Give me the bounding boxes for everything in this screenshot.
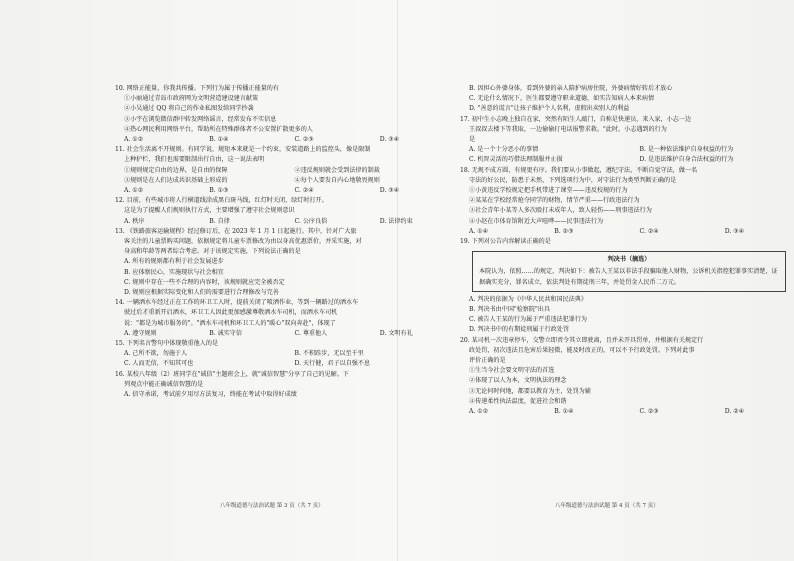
q17-item: 是	[469, 136, 476, 144]
option: B. ②③	[554, 227, 574, 235]
left-page	[115, 84, 465, 400]
q10-item: ②小吴通过 QQ 将自己的作业私图发给同学抄袭	[124, 105, 254, 113]
q13-option: D. 规则应根据实际变化和人们的需要进行合理修改与完善	[124, 289, 279, 297]
option: C. ②③	[639, 408, 659, 416]
option: B. 自律	[209, 217, 230, 225]
q14-options	[115, 329, 465, 339]
q13-item: 客关注的儿童票购买问题，依据规定将儿童车票修改为由以身高优惠票价，并采实施，对	[124, 238, 362, 246]
right-page	[460, 84, 794, 417]
option: A. ①②	[469, 408, 489, 416]
question-16-stem: 16. 某校八年级（2）班同学在"诚信"主题班会上，就"诚信智慧"分享了自己的见解。下	[115, 370, 349, 378]
question-20-stem: 20. 某司机一次违章停车，交警立即责令其立即驶离，且并未开具罚单，并根据有关规定行	[460, 336, 704, 344]
q12-options	[115, 217, 465, 227]
q14-item: 说："都是为城市服务的"。"洒水车司机和环卫工人的"暖心"双向奔赴"，体现了	[124, 319, 336, 327]
judgment-text: 本院认为，依照……的规定，判决如下：被告人王某以非法手段骗取他人财物，公诉机关指控犯罪事实清楚，证据确实充分，罪名成立，依法判处有期徒刑三年，并处罚金人民币二万元。	[479, 268, 778, 286]
question-18-stem: 18. 无规不成方圆，有规更有序。我们要从小事做起，遵纪守法，不断自觉守法，做一名	[460, 166, 698, 174]
q20-item: ①生当今社会要文明守法的首选	[469, 367, 555, 375]
option: B. ①④	[554, 408, 574, 416]
option: C. 尊重他人	[294, 329, 328, 337]
option: C. 人而无信，不知其可也	[124, 360, 194, 368]
q14-item: 驶过后才重新开启洒水，环卫工人因此更加感激尊敬洒水车司机，而洒水车司机	[124, 309, 338, 317]
option: B. 是一种依法维护自身权益的行为	[639, 146, 734, 154]
option: A. 遵守规则	[124, 329, 157, 337]
q19-option: B. 判决书由中国"检察院"出具	[469, 306, 550, 314]
question-13-stem: 13. 《铁路旅客运输规程》经过修订后，在 2023 年 1 月 1 日起施行。其中，针对广大旅	[115, 227, 357, 235]
q16-option: C. 无论什么情况下，医生都要遵守职业道德，如实告知病人本来病情	[469, 95, 655, 103]
q12-item: 这是为了提醒人们规则执行方式，主要增强了遵守社会规则意识	[124, 207, 295, 215]
option: A. 己所不欲，勿施于人	[124, 350, 188, 358]
q10-item: ①小丽通过青岛市政府网为文明营造建设建言献策	[124, 95, 259, 103]
q13-option: B. 应体察民心，实施现状与社会相宜	[124, 268, 224, 276]
q16-option: B. 因担心外婆身体，看到外婆的亲人陪护病房住院，外婆病情好转后才放心	[469, 85, 673, 92]
q10-options	[115, 135, 465, 145]
option: B. ①③	[209, 187, 229, 195]
option: D. ③④	[379, 136, 400, 144]
q20-options	[460, 407, 794, 417]
q17-options	[460, 145, 794, 165]
q18-options	[460, 227, 794, 237]
option: B. 不积跬步，无以至千里	[294, 350, 364, 358]
q10-item: ④热心网民利用网络平台，帮助所在特殊群体者不公安置扩散更多的人	[124, 125, 313, 133]
option: A. 是一个十分恶小的事情	[469, 146, 539, 154]
q18-item: ④小赵在市体育馆附近大声喧哗——民事违法行为	[469, 217, 604, 225]
question-10-stem: 10. 网络正能量，你我共传播。下列行为属于传播正能量的有	[115, 85, 279, 92]
question-11-stem: 11. 社会生活离不开规则。有同学说，规矩本来就是一个约束，安装道路上的监控头，像是限制	[115, 146, 371, 154]
q16-option: A. 信守承诺，考试前夕用尽方法复习，终能在考试中取得好成绩	[124, 391, 297, 399]
statement: ①规则规定自由的边界，是自由的保障	[124, 166, 228, 174]
option: C. ②③	[294, 136, 314, 144]
question-17-stem: 17. 初中生小志晚上独自在家，突然有陌生人敲门，自称是快递员，来入家，小志一边	[460, 115, 692, 123]
option: A. ①④	[469, 227, 489, 235]
question-12-stem: 12. 目前，有些城市将人行横道线涂成黑白斑马线，红灯时关闭，绿灯时打开。	[115, 197, 328, 205]
q18-item: 守法的好公民，防患于未然，下列选项行为中，对守法行为类型判断正确的是	[469, 176, 677, 184]
q11-statements	[115, 166, 465, 186]
option: D. ③④	[724, 227, 745, 235]
q16-option: D. "善意的谎言"让孩子维护个人名利，虚假出卖别人的利益	[469, 105, 630, 113]
option: D. 文明有礼	[379, 329, 413, 337]
question-14-stem: 14. 一辆洒水车经过正在工作的环卫工人时，提前关闭了喷洒作业，等到一辆路过的洒水车	[115, 299, 359, 307]
q18-item: ①小黄违反学校规定把手机带进了课堂——违反校规的行为	[469, 187, 628, 195]
q10-item: ③小宇在浏览微信群中转发网络谣言，经常发布不实信息	[124, 115, 277, 123]
question-15-stem: 15. 下列名言警句中体现敬重他人的是	[115, 340, 219, 348]
option: C. 公序良俗	[294, 217, 328, 225]
statement: ②违反规则就会受到法律的制裁	[294, 166, 380, 174]
q19-option: C. 被告人王某的行为属于严重违法犯罪行为	[469, 316, 588, 324]
option: D. ②④	[724, 408, 745, 416]
option: C. ②④	[294, 187, 314, 195]
statement: ③规则是在人们达成共识基础上形成的	[124, 176, 228, 184]
q18-item: ③社会青年小某等人多次殴打未成年人，致人轻伤——刑事违法行为	[469, 207, 652, 215]
q19-option: D. 判决书中的有期徒刑属于行政处罚	[469, 326, 569, 334]
option: A. ①②	[124, 187, 144, 195]
option: D. ③④	[379, 187, 400, 195]
option: D. 是违法维护自身合法权益的行为	[639, 156, 734, 164]
q18-item: ②某某在学校经常抢夺同学的财物，情节严重——行政违法行为	[469, 197, 640, 205]
option: D. 天行健，君子以自强不息	[294, 360, 371, 368]
page-footer-right: 八年级道德与法治试题 第 4 页（共 7 页）	[555, 503, 659, 509]
question-19-stem: 19. 下列对公告内容解读正确的是	[460, 238, 551, 246]
q20-item: ③无论何时何地，都要以教育为主，处罚为辅	[469, 387, 591, 395]
judgment-title: 判决书（摘选）	[607, 256, 651, 264]
option: C. 机智灵活的巧借法理制服并止损	[469, 156, 563, 164]
option: C. ②④	[639, 227, 659, 235]
q20-item: 评价正确的是	[469, 357, 506, 365]
q17-item: 王叔叔去楼下等我取，一边偷偷打电话报警求救。"此时，小志遇到的行为	[469, 125, 667, 133]
q11-item: 上种护栏，我们也需要限制出行自由，这一说法表明	[124, 156, 265, 164]
option: B. 诚实守信	[209, 329, 242, 337]
q13-item: 身高和年龄等两者综合考虑。对于该规定实施，下列说法正确的是	[124, 248, 301, 256]
q13-option: A. 所有的规则都有利于社会发展进步	[124, 258, 224, 266]
q19-option: A. 判决的依据为《中华人民共和国民法典》	[469, 295, 587, 303]
statement: ④每个人要发自内心地敬畏规则	[294, 176, 380, 184]
q13-option: C. 规则中存在一些不合理的内容时，该规则就应完全被否定	[124, 278, 285, 286]
option: B. ①④	[209, 136, 229, 144]
page-footer-left: 八年级道德与法治试题 第 3 页（共 7 页）	[220, 503, 324, 509]
q16-item: 列观点中能正确诚信智慧的是	[124, 380, 204, 388]
q11-options	[115, 186, 465, 196]
judgment-excerpt-box	[472, 251, 786, 292]
q15-options	[115, 349, 465, 369]
option: D. 法律约束	[379, 217, 413, 225]
q20-item: ④传递柔性执法温度，促进社会和谐	[469, 397, 567, 405]
option: A. ①②	[124, 136, 144, 144]
q20-item: 政处罚，初次违法且危害后果轻微，能及时改正的，可以不予行政处罚。下列对此事	[469, 346, 695, 354]
option: A. 秩序	[124, 217, 145, 225]
q20-item: ②体现了以人为本，文明执法的理念	[469, 377, 567, 385]
